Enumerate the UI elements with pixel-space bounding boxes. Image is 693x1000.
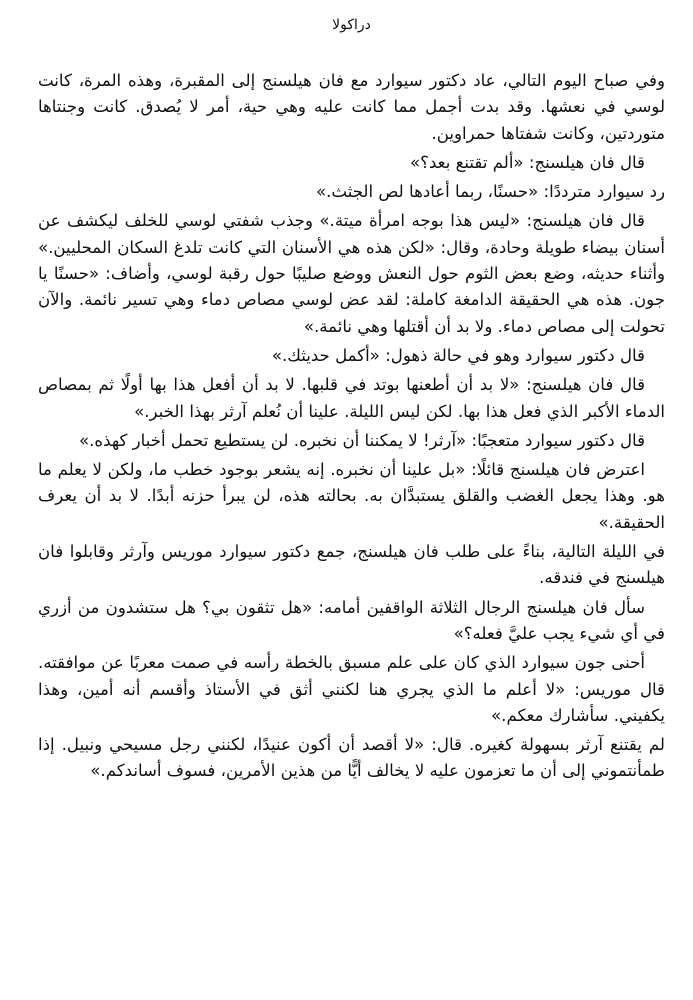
paragraph: قال دكتور سيوارد متعجبًا: «آرثر! لا يمكننا أن نخبره. لن يستطيع تحمل أخبار كهذه.» [78,430,645,450]
body-text [38,68,665,785]
paragraph: أحنى جون سيوارد الذي كان على علم مسبق بالخطة رأسه في صمت معربًا عن موافقته. قال موريس: «لا أعلم ما الذي يجري هنا لكنني أثق في الأستاذ وأقسم أنه أمين، وهذا يكفيني. سأشارك معكم.» [38,653,665,725]
paragraph: قال فان هيلسنج: «ألم تقتنع بعد؟» [410,152,645,172]
paragraph: سأل فان هيلسنج الرجال الثلاثة الواقفين أمامه: «هل تثقون بي؟ هل ستشدون من أزري في أي شيء يجب عليَّ فعله؟» [38,597,665,643]
paragraph: قال فان هيلسنج: «لا بد أن أطعنها بوتد في قلبها. لا بد أن أفعل هذا بها أولًا ثم بمصاص الدماء الأكبر الذي فعل هذا بها. لكن ليس الليلة. علينا أن نُعلم آرثر بهذا الخبر.» [38,375,665,421]
paragraph: قال فان هيلسنج: «ليس هذا بوجه امرأة ميتة.» وجذب شفتي لوسي للخلف ليكشف عن أسنان بيضاء طويلة وحادة، وقال: «لكن هذه هي الأسنان التي كانت تلدغ السكان المحليين.» وأثناء حديثه، وضع بعض الثوم حول النعش ووضع صليبًا حول رقبة لوسي، وأضاف: «حسنًا يا جون. هذه هي الحقيقة الدامغة كاملة: لقد عض لوسي مصاص دماء وهي تسير نائمة. والآن تحولت إلى مصاص دماء. ولا بد أن أقتلها وهي نائمة.» [38,211,665,336]
running-header: دراكولا [332,17,371,33]
paragraph: لم يقتنع آرثر بسهولة كغيره. قال: «لا أقصد أن أكون عنيدًا، لكنني رجل مسيحي ونبيل. إذا طمأنتموني إلى أن ما تعزمون عليه لا يخالف أيًّا من هذين الأمرين، فسوف أساندكم.» [38,735,665,781]
paragraph: قال دكتور سيوارد وهو في حالة ذهول: «أكمل حديثك.» [271,345,645,365]
paragraph: في الليلة التالية، بناءً على طلب فان هيلسنج، جمع دكتور سيوارد موريس وآرثر وقابلوا فان هيلسنج في فندقه. [38,542,665,588]
paragraph: اعترض فان هيلسنج قائلًا: «بل علينا أن نخبره. إنه يشعر بوجود خطب ما، ولكن لا يعلم ما هو. وهذا يجعل الغضب والقلق يستبدَّان به. بحالته هذه، لن يبرأ حزنه أبدًا. لا بد أن يعرف الحقيقة.» [38,460,665,532]
paragraph: وفي صباح اليوم التالي، عاد دكتور سيوارد مع فان هيلسنج إلى المقبرة، وهذه المرة، كانت لوسي في نعشها. وقد بدت أجمل مما كانت عليه وهي حية، أمر لا يُصدق. كانت وجنتاها متوردتين، وكانت شفتاها حمراوين. [38,71,665,143]
paragraph: رد سيوارد مترددًا: «حسنًا، ربما أعادها لص الجثث.» [315,182,665,202]
